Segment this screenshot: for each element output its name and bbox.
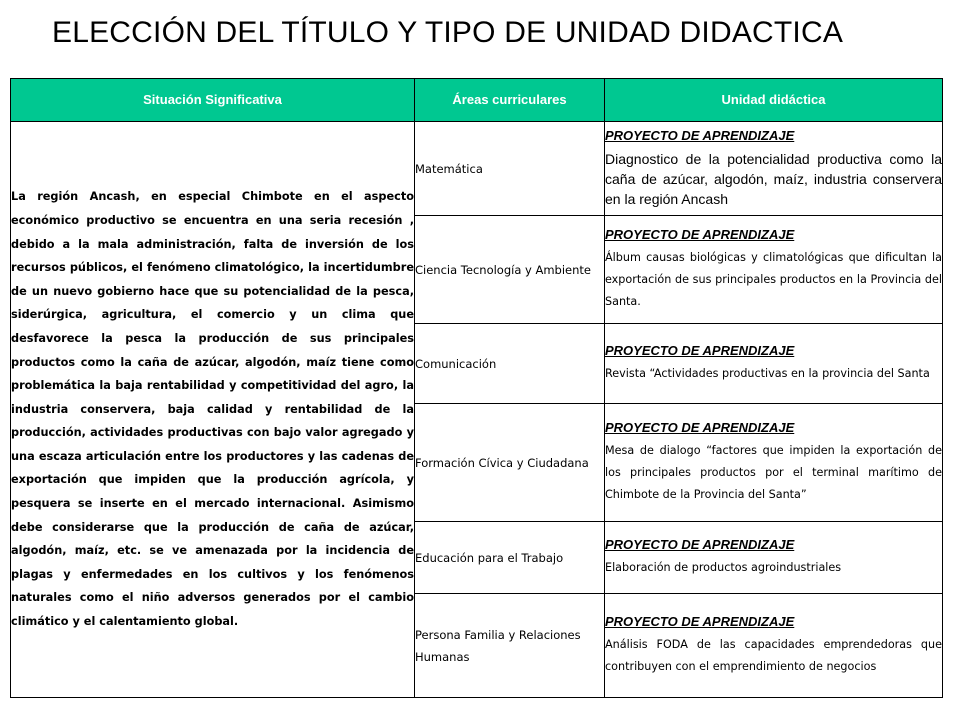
table-row (11, 122, 943, 216)
area-cell: Comunicación (415, 324, 605, 404)
unit-cell (605, 122, 943, 216)
table-header-row (11, 79, 943, 122)
area-cell: Persona Familia y Relaciones Humanas (415, 594, 605, 698)
unit-description: Álbum causas biológicas y climatológicas que dificultan la exportación de sus principales productos en la Provincia del Santa. (605, 250, 942, 308)
header-areas: Áreas curriculares (415, 79, 605, 122)
situation-text: La región Ancash, en especial Chimbote en el aspecto económico productivo se encuentra en una seria recesión , debido a la mala administración, falta de inversión de los recursos públicos, el fenómeno climatológico, la incertidumbre de un nuevo gobierno hace que su potencialidad de la pesca, siderúrgica, agricultura, el comercio y un clima que desfavorece la pesca la producción de sus principales productos como la caña de azúcar, algodón, maíz tiene como problemática la baja rentabilidad y competitividad del agro, la industria conservera, baja calidad y rentabilidad de la producción, actividades productivas con bajo valor agregado y una escaza articulación entre los productores y las cadenas de exportación que impiden que la producción agrícola, y pesquera se inserte en el mercado internacional. Asimismo debe considerarse que la producción de caña de azúcar, algodón, maíz, etc. se ve amenazada por la incidencia de plagas y enfermedades en los cultivos y los fenómenos naturales como el niño adversos generados por el cambio climático y el calentamiento global. (11, 122, 415, 698)
unit-type: PROYECTO DE APRENDIZAJE (605, 226, 795, 242)
unit-cell (605, 594, 943, 698)
unit-description: Revista “Actividades productivas en la provincia del Santa (605, 366, 930, 380)
unit-description: Diagnostico de la potencialidad productiva como la caña de azúcar, algodón, maíz, industria conservera en la región Ancash (605, 151, 942, 207)
area-cell: Educación para el Trabajo (415, 522, 605, 594)
area-cell: Matemática (415, 122, 605, 216)
unit-cell (605, 216, 943, 324)
unit-description: Análisis FODA de las capacidades emprendedoras que contribuyen con el emprendimiento de negocios (605, 637, 942, 673)
unit-cell (605, 404, 943, 522)
header-unit: Unidad didáctica (605, 79, 943, 122)
unit-type: PROYECTO DE APRENDIZAJE (605, 342, 795, 358)
unit-description: Mesa de dialogo “factores que impiden la exportación de los principales productos por el terminal marítimo de Chimbote de la Provincia del Santa” (605, 443, 942, 501)
unit-type: PROYECTO DE APRENDIZAJE (605, 419, 795, 435)
page-title: ELECCIÓN DEL TÍTULO Y TIPO DE UNIDAD DIDACTICA (52, 16, 844, 49)
area-cell: Ciencia Tecnología y Ambiente (415, 216, 605, 324)
didactic-unit-table (10, 78, 943, 698)
unit-description: Elaboración de productos agroindustriales (605, 560, 842, 574)
unit-type: PROYECTO DE APRENDIZAJE (605, 128, 795, 143)
unit-cell (605, 324, 943, 404)
unit-cell (605, 522, 943, 594)
header-situation: Situación Significativa (11, 79, 415, 122)
unit-type: PROYECTO DE APRENDIZAJE (605, 613, 795, 629)
area-cell: Formación Cívica y Ciudadana (415, 404, 605, 522)
unit-type: PROYECTO DE APRENDIZAJE (605, 536, 795, 552)
